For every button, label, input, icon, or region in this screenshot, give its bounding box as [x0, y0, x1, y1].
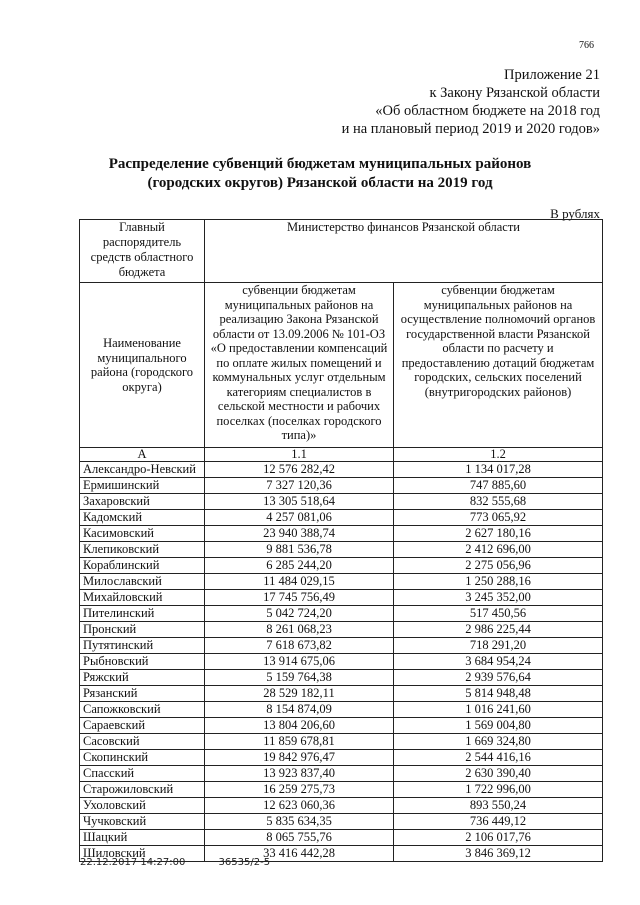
district-name-cell: Кораблинский	[80, 558, 205, 574]
district-name-cell: Сапожковский	[80, 702, 205, 718]
value-1-2-cell: 2 412 696,00	[394, 542, 603, 558]
table-row	[80, 670, 603, 686]
table-row	[80, 478, 603, 494]
district-name-cell: Захаровский	[80, 494, 205, 510]
value-1-2-cell: 1 669 324,80	[394, 734, 603, 750]
value-1-1-cell: 7 618 673,82	[205, 638, 394, 654]
document-title	[0, 155, 640, 193]
value-1-2-cell: 1 250 288,16	[394, 574, 603, 590]
code-a: А	[80, 448, 205, 462]
table-row	[80, 462, 603, 478]
value-1-2-cell: 718 291,20	[394, 638, 603, 654]
district-name-cell: Шиловский	[80, 846, 205, 862]
value-1-2-cell: 893 550,24	[394, 798, 603, 814]
district-name-cell: Рыбновский	[80, 654, 205, 670]
value-1-1-cell: 6 285 244,20	[205, 558, 394, 574]
table-row	[80, 750, 603, 766]
value-1-1-cell: 8 261 068,23	[205, 622, 394, 638]
table-row	[80, 702, 603, 718]
value-1-2-cell: 2 544 416,16	[394, 750, 603, 766]
value-1-1-cell: 16 259 275,73	[205, 782, 394, 798]
value-1-1-cell: 11 859 678,81	[205, 734, 394, 750]
value-1-1-cell: 7 327 120,36	[205, 478, 394, 494]
district-name-cell: Кадомский	[80, 510, 205, 526]
value-1-1-cell: 8 065 755,76	[205, 830, 394, 846]
table-row	[80, 638, 603, 654]
value-1-1-cell: 13 804 206,60	[205, 718, 394, 734]
district-name-cell: Сараевский	[80, 718, 205, 734]
main-distributor-header: Главный распорядитель средств областного бюджета	[80, 220, 205, 283]
title-line: (городских округов) Рязанской области на 2019 год	[147, 175, 493, 191]
code-1-1: 1.1	[205, 448, 394, 462]
value-1-2-cell: 5 814 948,48	[394, 686, 603, 702]
appendix-header	[342, 66, 600, 138]
table-row	[80, 558, 603, 574]
district-name-cell: Сасовский	[80, 734, 205, 750]
district-name-cell: Милославский	[80, 574, 205, 590]
table-row	[80, 686, 603, 702]
value-1-1-cell: 17 745 756,49	[205, 590, 394, 606]
code-1-2: 1.2	[394, 448, 603, 462]
table-row	[80, 798, 603, 814]
table-row	[80, 766, 603, 782]
district-name-cell: Чучковский	[80, 814, 205, 830]
col2-description-header: субвенции бюджетам муниципальных районов на осуществление полномочий органов государственной власти Рязанской области по расчету и предоставлению дотаций бюджетам городских, сельских поселений (внутригородских районов)	[394, 283, 603, 448]
value-1-1-cell: 12 576 282,42	[205, 462, 394, 478]
district-name-cell: Александро-Невский	[80, 462, 205, 478]
district-name-cell: Ряжский	[80, 670, 205, 686]
subventions-table	[79, 219, 603, 862]
district-name-cell: Скопинский	[80, 750, 205, 766]
value-1-2-cell: 1 016 241,60	[394, 702, 603, 718]
value-1-1-cell: 4 257 081,06	[205, 510, 394, 526]
value-1-1-cell: 13 914 675,06	[205, 654, 394, 670]
table-row	[80, 718, 603, 734]
value-1-1-cell: 28 529 182,11	[205, 686, 394, 702]
footer-timestamp: 22.12.2017 14:27:00	[80, 857, 186, 868]
value-1-2-cell: 2 986 225,44	[394, 622, 603, 638]
appendix-line: «Об областном бюджете на 2018 год	[375, 103, 600, 119]
value-1-2-cell: 3 245 352,00	[394, 590, 603, 606]
table-row	[80, 814, 603, 830]
value-1-2-cell: 2 627 180,16	[394, 526, 603, 542]
value-1-2-cell: 747 885,60	[394, 478, 603, 494]
value-1-1-cell: 11 484 029,15	[205, 574, 394, 590]
value-1-1-cell: 13 923 837,40	[205, 766, 394, 782]
value-1-2-cell: 736 449,12	[394, 814, 603, 830]
table-row	[80, 542, 603, 558]
value-1-2-cell: 2 630 390,40	[394, 766, 603, 782]
header-row-columns	[80, 283, 603, 448]
table-row	[80, 510, 603, 526]
appendix-line: и на плановый период 2019 и 2020 годов»	[341, 121, 600, 137]
appendix-line: Приложение 21	[504, 67, 600, 83]
value-1-2-cell: 3 846 369,12	[394, 846, 603, 862]
value-1-2-cell: 1 134 017,28	[394, 462, 603, 478]
value-1-2-cell: 2 939 576,64	[394, 670, 603, 686]
value-1-1-cell: 9 881 536,78	[205, 542, 394, 558]
table-row	[80, 494, 603, 510]
table-row	[80, 782, 603, 798]
district-column-header: Наименование муниципального района (городского округа)	[80, 283, 205, 448]
value-1-2-cell: 1 569 004,80	[394, 718, 603, 734]
value-1-2-cell: 832 555,68	[394, 494, 603, 510]
ministry-header: Министерство финансов Рязанской области	[205, 220, 603, 283]
table-row	[80, 606, 603, 622]
value-1-1-cell: 13 305 518,64	[205, 494, 394, 510]
district-name-cell: Спасский	[80, 766, 205, 782]
district-name-cell: Пронский	[80, 622, 205, 638]
value-1-2-cell: 2 275 056,96	[394, 558, 603, 574]
value-1-2-cell: 773 065,92	[394, 510, 603, 526]
title-line: Распределение субвенций бюджетам муниципальных районов	[108, 156, 532, 172]
district-name-cell: Касимовский	[80, 526, 205, 542]
value-1-2-cell: 3 684 954,24	[394, 654, 603, 670]
table-body	[80, 462, 603, 862]
value-1-1-cell: 23 940 388,74	[205, 526, 394, 542]
col1-description-header: субвенции бюджетам муниципальных районов на реализацию Закона Рязанской области от 13.09.2006 № 101-ОЗ «О предоставлении компенсаций по оплате жилых помещений и коммунальных услуг отдельным категориям специалистов в сельской местности и рабочих поселках (поселках городского типа)»	[205, 283, 394, 448]
district-name-cell: Шацкий	[80, 830, 205, 846]
table-row	[80, 526, 603, 542]
district-name-cell: Михайловский	[80, 590, 205, 606]
table-row	[80, 574, 603, 590]
table-row	[80, 622, 603, 638]
footer	[80, 857, 300, 868]
district-name-cell: Путятинский	[80, 638, 205, 654]
table-row	[80, 590, 603, 606]
value-1-1-cell: 8 154 874,09	[205, 702, 394, 718]
value-1-2-cell: 1 722 996,00	[394, 782, 603, 798]
value-1-1-cell: 5 835 634,35	[205, 814, 394, 830]
page-number: 766	[579, 40, 594, 51]
district-name-cell: Рязанский	[80, 686, 205, 702]
district-name-cell: Клепиковский	[80, 542, 205, 558]
header-row-codes	[80, 448, 603, 462]
value-1-1-cell: 19 842 976,47	[205, 750, 394, 766]
appendix-line: к Закону Рязанской области	[429, 85, 600, 101]
value-1-2-cell: 517 450,56	[394, 606, 603, 622]
district-name-cell: Пителинский	[80, 606, 205, 622]
header-row-distributor	[80, 220, 603, 283]
units-label: В рублях	[550, 206, 600, 221]
value-1-2-cell: 2 106 017,76	[394, 830, 603, 846]
district-name-cell: Ухоловский	[80, 798, 205, 814]
table-row	[80, 654, 603, 670]
value-1-1-cell: 5 159 764,38	[205, 670, 394, 686]
district-name-cell: Ермишинский	[80, 478, 205, 494]
value-1-1-cell: 12 623 060,36	[205, 798, 394, 814]
value-1-1-cell: 5 042 724,20	[205, 606, 394, 622]
table-row	[80, 734, 603, 750]
table-row	[80, 830, 603, 846]
value-1-1-cell: 33 416 442,28	[205, 846, 394, 862]
district-name-cell: Старожиловский	[80, 782, 205, 798]
footer-doc-code: 36535/2-5	[218, 857, 271, 868]
